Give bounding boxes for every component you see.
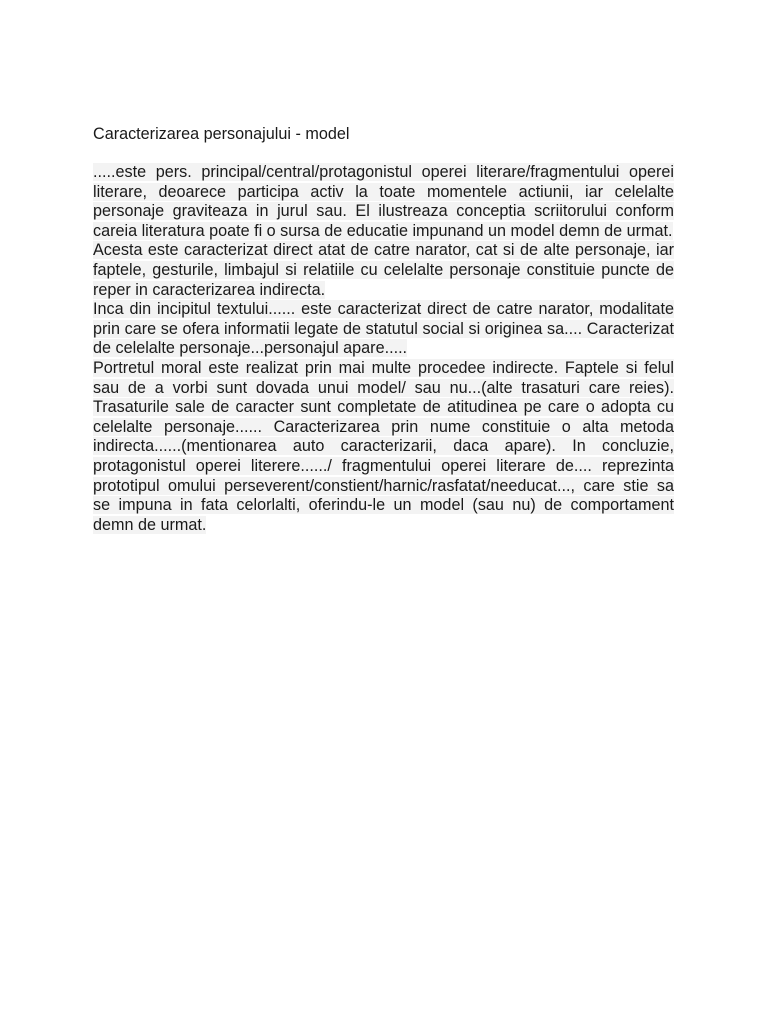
paragraph-text: Acesta este caracterizat direct atat de catre narator, cat si de alte personaje, iar faptele, gesturile, limbajul si relatiile cu celelalte personaje constituie puncte de reper in caracterizarea indirecta. xyxy=(93,241,674,299)
paragraph-1 xyxy=(93,163,674,241)
paragraph-text: .....este pers. principal/central/protagonistul operei literare/fragmentului operei literare, deoarece participa activ la toate momentele actiunii, iar celelalte personaje graviteaza in jurul sau. El ilustreaza conceptia scriitorului conform careia literatura poate fi o sursa de educatie impunand un model demn de urmat. xyxy=(93,163,674,240)
paragraph-text: Portretul moral este realizat prin mai multe procedee indirecte. Faptele si felul sau de a vorbi sunt dovada unui model/ sau nu...(alte trasaturi care reies). Trasaturile sale de caracter sunt completate de atitudinea pe care o adopta cu celelalte personaje...... Caracterizarea prin nume constituie o alta metoda indirecta......(mentionarea auto caracterizarii, daca apare). In concluzie, protagonistul operei literere....../ fragmentului operei literare de.... reprezinta prototipul omului perseverent/constient/harnic/rasfatat/needucat..., care stie sa se impuna in fata celorlalti, oferindu-le un model (sau nu) de comportament demn de urmat. xyxy=(93,358,674,534)
paragraph-4 xyxy=(93,359,674,535)
paragraph-text: Inca din incipitul textului...... este caracterizat direct de catre narator, modalitate prin care se ofera informatii legate de statutul social si originea sa.... Caracterizat de celelalte personaje...personajul apare..... xyxy=(93,300,674,358)
document-title: Caracterizarea personajului - model xyxy=(93,125,350,143)
paragraph-3 xyxy=(93,300,674,359)
document-page xyxy=(93,124,674,535)
paragraph-2 xyxy=(93,241,674,300)
